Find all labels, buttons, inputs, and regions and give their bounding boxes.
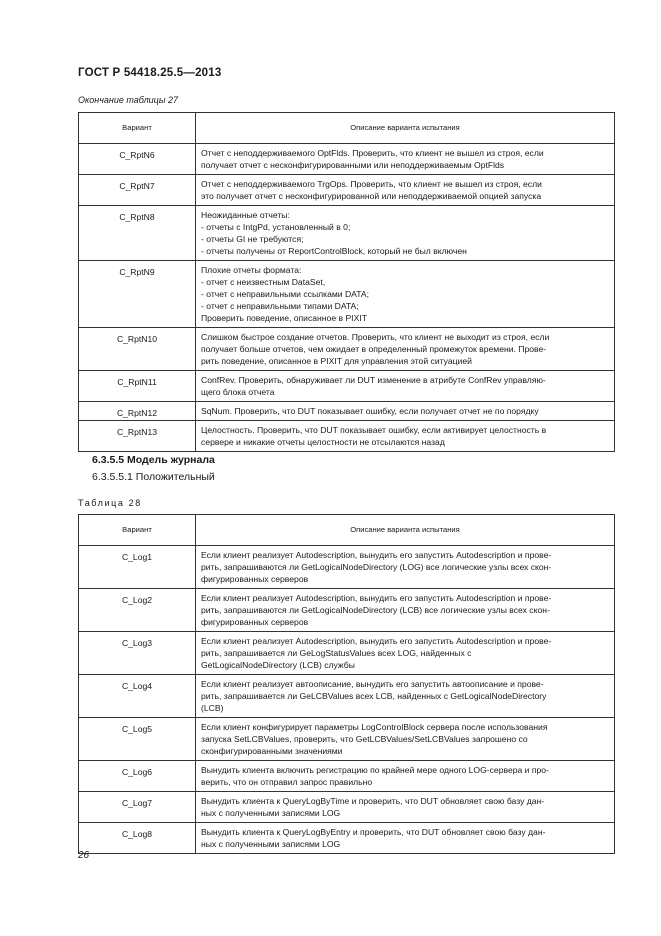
- description-line: Если клиент реализует автоописание, вынудить его запустить автоописание и прове-: [201, 679, 544, 689]
- description-line: Слишком быстрое создание отчетов. Проверить, что клиент не выходит из строя, если: [201, 332, 550, 342]
- table-27-body: [79, 144, 615, 452]
- description-line: ных с полученными записями LOG: [201, 839, 341, 849]
- description-line: получает отчет с несконфигурированными или неподдерживаемым OptFlds: [201, 160, 505, 170]
- table-row: [79, 546, 615, 589]
- table-28-caption: Таблица 28: [78, 498, 142, 508]
- table-row: [79, 792, 615, 823]
- description-cell: [196, 546, 615, 589]
- page-number: 26: [78, 850, 90, 861]
- description-line: рить, запрашиваются ли GetLogicalNodeDirectory (LOG) все логические узлы всех скон-: [201, 562, 552, 572]
- variant-id-cell: C_RptN7: [79, 175, 196, 206]
- description-cell: [196, 371, 615, 402]
- description-line: сконфигурированными значениями: [201, 746, 343, 756]
- column-header-description: Описание варианта испытания: [196, 113, 615, 144]
- description-line: щего блока отчета: [201, 387, 275, 397]
- description-line: Проверить поведение, описанное в PIXIT: [201, 313, 367, 323]
- description-line: Если клиент реализует Autodescription, вынудить его запустить Autodescription и прове-: [201, 593, 552, 603]
- description-line: Если клиент конфигурирует параметры LogControlBlock сервера после использования: [201, 722, 548, 732]
- description-line: Вынудить клиента включить регистрацию по крайней мере одного LOG-сервера и про-: [201, 765, 549, 775]
- description-line: ных с полученными записями LOG: [201, 808, 341, 818]
- description-line: - отчеты GI не требуются;: [201, 234, 304, 244]
- table-row: [79, 421, 615, 452]
- description-cell: [196, 328, 615, 371]
- table-row: [79, 823, 615, 854]
- description-cell: [196, 761, 615, 792]
- description-line: фигурированных серверов: [201, 617, 309, 627]
- description-line: Вынудить клиента к QueryLogByTime и проверить, что DUT обновляет свою базу дан-: [201, 796, 545, 806]
- description-cell: [196, 792, 615, 823]
- table-row: [79, 402, 615, 421]
- description-line: это получает отчет с несконфигурированной или неподдерживаемой опцией запуска: [201, 191, 542, 201]
- table-row: [79, 761, 615, 792]
- description-cell: [196, 675, 615, 718]
- table-row: [79, 206, 615, 261]
- description-line: верить, что он отправил запрос правильно: [201, 777, 373, 787]
- document-header: ГОСТ Р 54418.25.5—2013: [78, 67, 222, 79]
- column-header-variant: Вариант: [79, 113, 196, 144]
- variant-id-cell: C_RptN8: [79, 206, 196, 261]
- description-line: запуска SetLCBValues, проверить, что GetLCBValues/SetLCBValues запрошено со: [201, 734, 528, 744]
- description-cell: [196, 421, 615, 452]
- variant-id-cell: C_RptN12: [79, 402, 196, 421]
- table-27-caption: Окончание таблицы 27: [78, 95, 178, 105]
- variant-id-cell: C_Log7: [79, 792, 196, 823]
- variant-id-cell: C_Log8: [79, 823, 196, 854]
- description-cell: [196, 144, 615, 175]
- description-line: Неожиданные отчеты:: [201, 210, 290, 220]
- description-line: фигурированных серверов: [201, 574, 309, 584]
- description-line: Если клиент реализует Autodescription, вынудить его запустить Autodescription и прове-: [201, 550, 552, 560]
- variant-id-cell: C_Log5: [79, 718, 196, 761]
- column-header-description: Описание варианта испытания: [196, 515, 615, 546]
- variant-id-cell: C_RptN13: [79, 421, 196, 452]
- description-line: сервере и никакие отчеты целостности не отсылаются назад: [201, 437, 445, 447]
- variant-id-cell: C_Log4: [79, 675, 196, 718]
- table-row: [79, 589, 615, 632]
- description-cell: [196, 206, 615, 261]
- description-cell: [196, 632, 615, 675]
- variant-id-cell: C_RptN10: [79, 328, 196, 371]
- table-row: [79, 144, 615, 175]
- variant-id-cell: C_RptN9: [79, 261, 196, 328]
- table-row: [79, 675, 615, 718]
- table-row: [79, 328, 615, 371]
- variant-id-cell: C_Log1: [79, 546, 196, 589]
- description-line: Отчет с неподдерживаемого OptFlds. Проверить, что клиент не вышел из строя, если: [201, 148, 544, 158]
- description-line: - отчет с неправильными ссылками DATA;: [201, 289, 370, 299]
- variant-id-cell: C_Log3: [79, 632, 196, 675]
- description-line: (LCB): [201, 703, 224, 713]
- variant-id-cell: C_Log2: [79, 589, 196, 632]
- description-line: Целостность. Проверить, что DUT показывает ошибку, если активирует целостность в: [201, 425, 547, 435]
- subsection-heading: 6.3.5.5.1 Положительный: [92, 471, 215, 483]
- section-heading: 6.3.5.5 Модель журнала: [92, 454, 215, 466]
- table-row: [79, 175, 615, 206]
- description-line: SqNum. Проверить, что DUT показывает ошибку, если получает отчет не по порядку: [201, 406, 539, 416]
- description-line: рить, запрашивается ли GeLCBValues всех LCB, найденных с GetLogicalNodeDirectory: [201, 691, 547, 701]
- description-line: Плохие отчеты формата:: [201, 265, 302, 275]
- description-line: - отчет с неправильными типами DATA;: [201, 301, 359, 311]
- description-cell: [196, 589, 615, 632]
- variant-id-cell: C_Log6: [79, 761, 196, 792]
- table-27: [78, 112, 615, 452]
- variant-id-cell: C_RptN6: [79, 144, 196, 175]
- table-row: [79, 371, 615, 402]
- description-line: рить, запрашивается ли GeLogStatusValues всех LOG, найденных с: [201, 648, 472, 658]
- description-line: - отчет с неизвестным DataSet,: [201, 277, 326, 287]
- description-line: получает больше отчетов, чем ожидает в определенный промежуток времени. Прове-: [201, 344, 547, 354]
- table-row: [79, 261, 615, 328]
- description-line: - отчеты с IntgPd, установленный в 0;: [201, 222, 351, 232]
- description-line: Если клиент реализует Autodescription, вынудить его запустить Autodescription и прове-: [201, 636, 552, 646]
- table-header-row: [79, 113, 615, 144]
- variant-id-cell: C_RptN11: [79, 371, 196, 402]
- description-line: Отчет с неподдерживаемого TrgOps. Проверить, что клиент не вышел из строя, если: [201, 179, 542, 189]
- table-28-body: [79, 546, 615, 854]
- description-cell: [196, 261, 615, 328]
- description-line: рить поведение, описанное в PIXIT для управления этой ситуацией: [201, 356, 472, 366]
- table-row: [79, 718, 615, 761]
- description-line: ConfRev. Проверить, обнаруживает ли DUT изменение в атрибуте ConfRev управляю-: [201, 375, 546, 385]
- description-cell: [196, 175, 615, 206]
- description-line: - отчеты получены от ReportControlBlock, который не был включен: [201, 246, 467, 256]
- description-cell: [196, 823, 615, 854]
- table-28: [78, 514, 615, 854]
- column-header-variant: Вариант: [79, 515, 196, 546]
- description-line: рить, запрашиваются ли GetLogicalNodeDirectory (LCB) все логические узлы всех скон-: [201, 605, 550, 615]
- description-line: GetLogicalNodeDirectory (LCB) службы: [201, 660, 355, 670]
- table-header-row: [79, 515, 615, 546]
- description-line: Вынудить клиента к QueryLogByEntry и проверить, что DUT обновляет свою базу дан-: [201, 827, 546, 837]
- description-cell: [196, 402, 615, 421]
- description-cell: [196, 718, 615, 761]
- table-row: [79, 632, 615, 675]
